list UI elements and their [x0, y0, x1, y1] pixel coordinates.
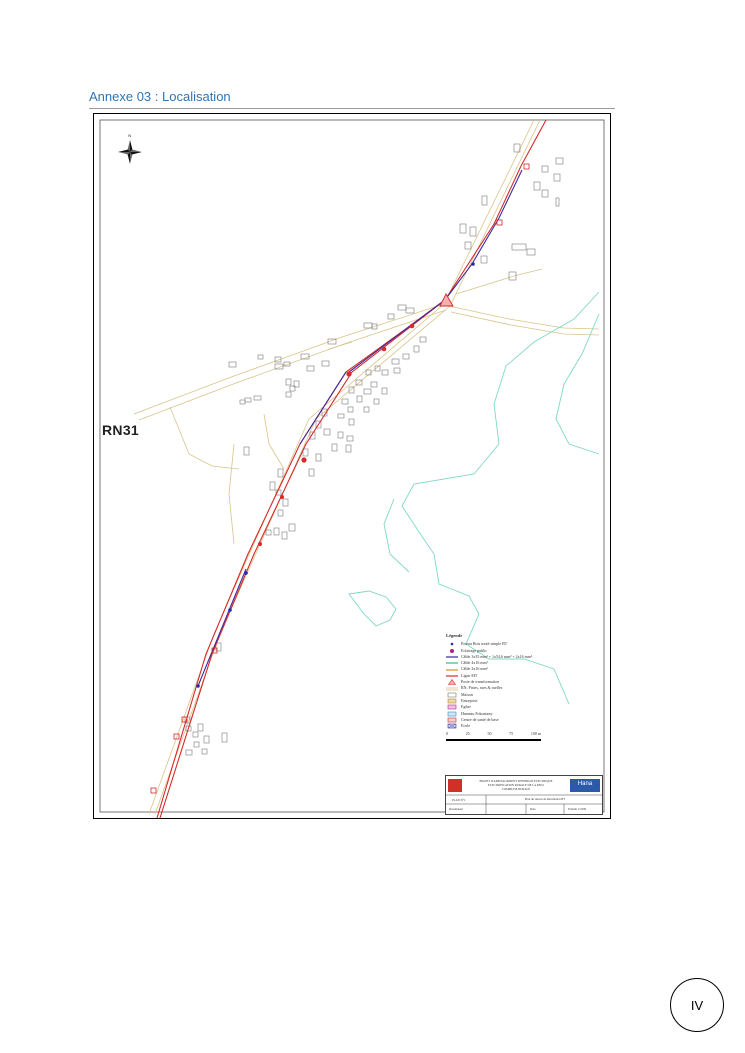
north-letter: N [128, 133, 132, 138]
blue-line-icon [446, 654, 458, 660]
road-icon [446, 686, 458, 692]
legend-item: Hameau Fokontany [446, 711, 606, 717]
page-number: IV [670, 978, 724, 1032]
title-divider [89, 108, 615, 109]
legend-item: RN, Pistes, rues & ruelles [446, 685, 606, 691]
orange-line-icon [446, 667, 458, 673]
company-icon [446, 698, 458, 704]
church-icon [446, 704, 458, 710]
legend-item: Ecole [446, 723, 606, 729]
plan-number: PLAN N°1 [452, 798, 466, 802]
red-line-icon [446, 673, 458, 679]
legend-item: Câble 3x35 mm² + 1x54,6 mm² + 2x16 mm² [446, 654, 606, 660]
logo-left-icon [448, 779, 462, 792]
bt-pole-markers [196, 262, 475, 688]
brand-logo-text: Hana [577, 781, 593, 787]
plan-title: Plan du réseau de distribution BT [524, 797, 566, 801]
scale-bar [446, 739, 541, 741]
legend-item: Eglise [446, 704, 606, 710]
legend-item: Entreprise [446, 698, 606, 704]
project-line-2: ELECTRIFICATION RURALE DE LA RN31 [488, 783, 544, 787]
location-map [93, 113, 611, 819]
road-label-rn31: RN31 [102, 422, 139, 438]
north-arrow-icon [118, 133, 142, 164]
health-icon [446, 717, 458, 723]
legend-title: Légende [446, 633, 463, 638]
blue-dot-icon [446, 641, 458, 647]
school-icon [446, 723, 458, 729]
scale-field: Echelle 1/2500 [568, 807, 587, 811]
hamlet-icon [446, 711, 458, 717]
lighting-markers [258, 324, 414, 546]
legend-item: Câble 2x16 mm² [446, 666, 606, 672]
legend-item: Eclairage public [446, 648, 606, 654]
triangle-icon [446, 679, 458, 685]
house-icon [446, 692, 458, 698]
legend-item: Poste de transformation [446, 679, 606, 685]
annex-title: Annexe 03 : Localisation [89, 89, 231, 104]
scale-labels: 0 25 50 75 100 m [446, 731, 541, 737]
project-line-3: COMMUNE RURALE [501, 787, 531, 791]
map-legend [446, 633, 606, 741]
project-line-1: PROJET D'AMENAGEMENT D'ENERGIE ELECTRIQUE [479, 779, 553, 783]
red-dot-icon [446, 648, 458, 654]
designer-field: Dessinateur [449, 807, 464, 811]
date-field: Date [530, 807, 536, 811]
legend-item: Ligne MT [446, 673, 606, 679]
title-block [445, 775, 603, 815]
green-line-icon [446, 660, 458, 666]
legend-item: Maison [446, 692, 606, 698]
transformer-icon [440, 294, 453, 306]
legend-item: Centre de santé de base [446, 717, 606, 723]
legend-item: Poteau Bois traité simple BT [446, 641, 606, 647]
legend-item: Câble 4x16 mm² [446, 660, 606, 666]
